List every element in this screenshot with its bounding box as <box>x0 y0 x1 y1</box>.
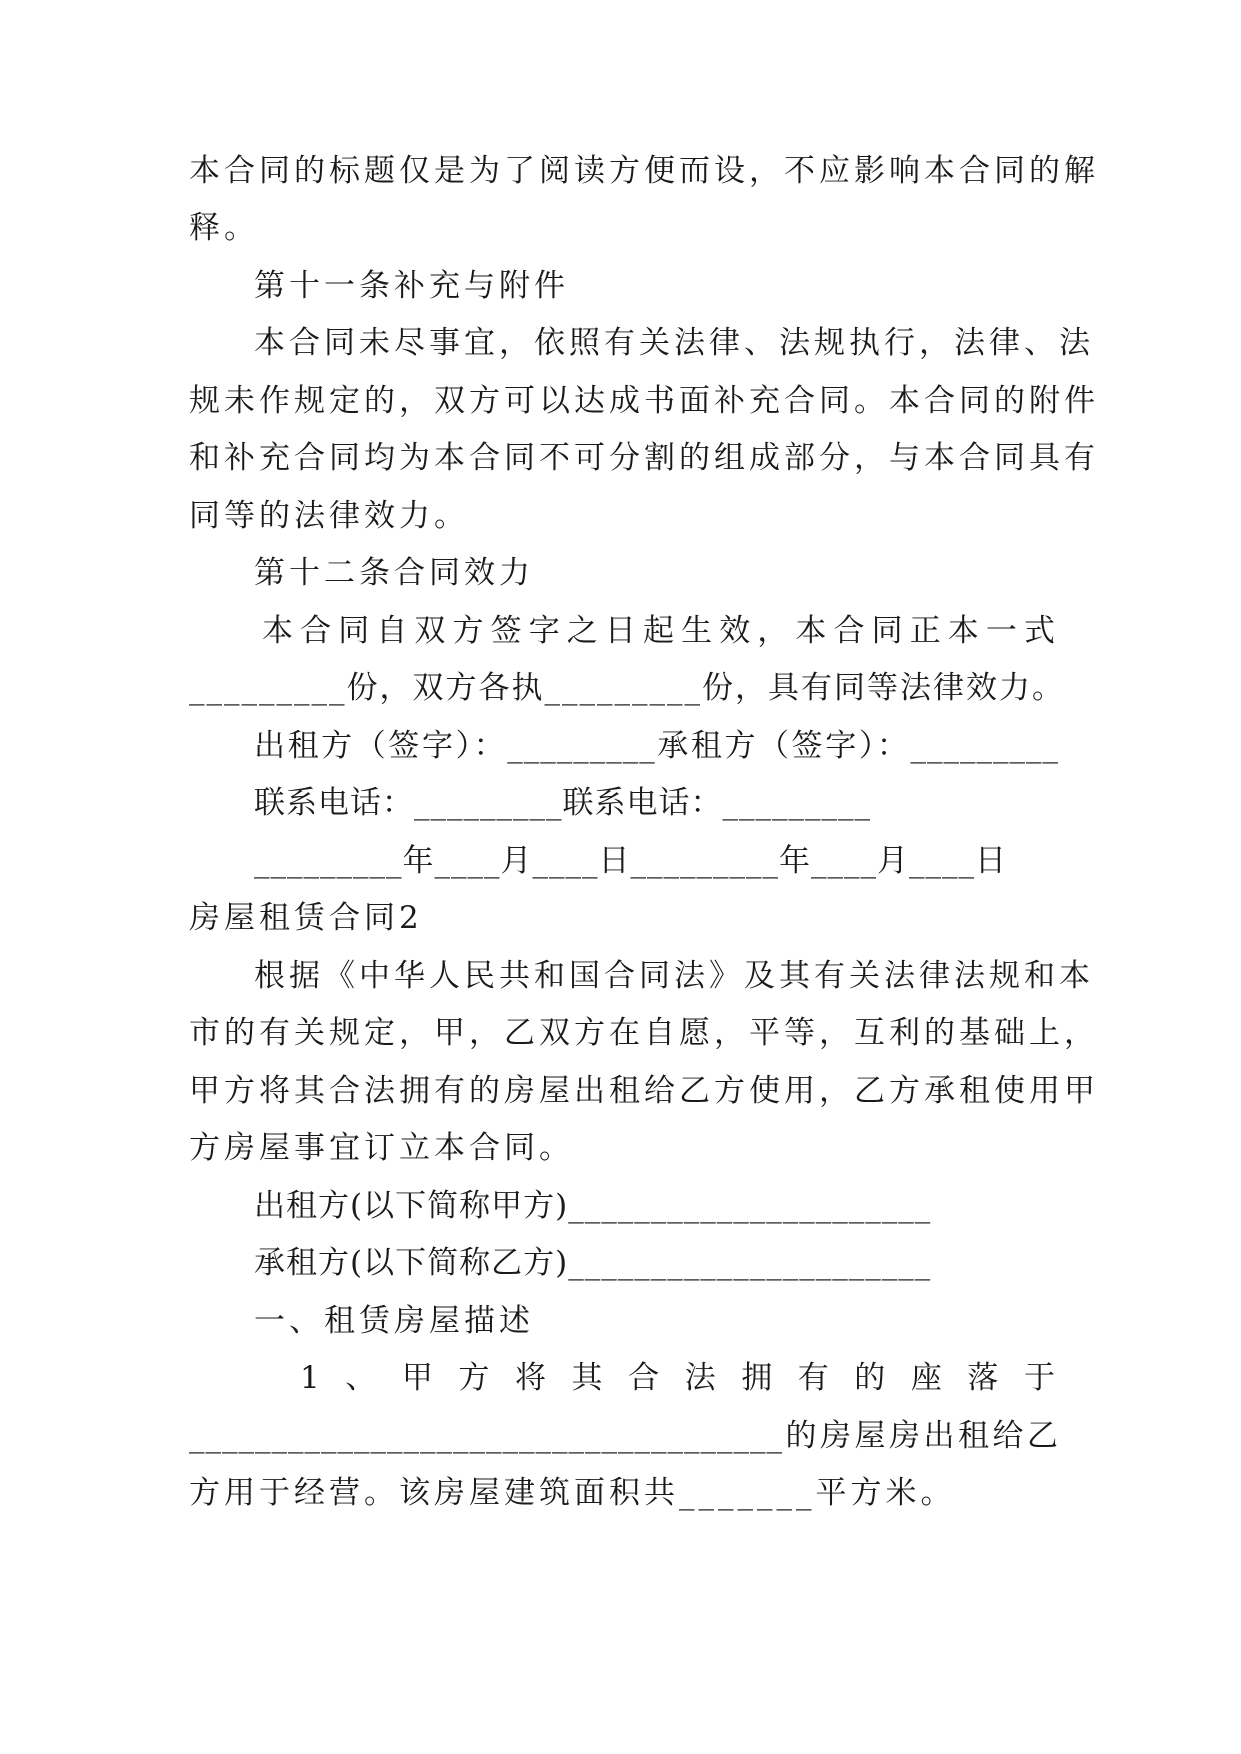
text-line: 市的有关规定，甲，乙双方在自愿，平等，互利的基础上， <box>189 1015 1099 1051</box>
contact-line: 联系电话：_________联系电话：_________ <box>254 785 871 821</box>
contract-title: 房屋租赁合同2 <box>189 900 423 936</box>
section-heading: 第十二条合同效力 <box>254 555 534 591</box>
text-line: ____________________________________的房屋房出租给乙 <box>189 1418 1059 1454</box>
lessor-line: 出租方(以下简称甲方)______________________ <box>254 1188 932 1224</box>
text-line: 方用于经营。该房屋建筑面积共_______平方米。 <box>189 1475 956 1511</box>
text-line: 本合同的标题仅是为了阅读方便而设，不应影响本合同的解 <box>189 153 1099 189</box>
text-line: 规未作规定的，双方可以达成书面补充合同。本合同的附件 <box>189 383 1099 419</box>
text-line: 本合同未尽事宜，依照有关法律、法规执行，法律、法 <box>254 325 1094 361</box>
text-line: 和补充合同均为本合同不可分割的组成部分，与本合同具有 <box>189 440 1099 476</box>
text-line: 1、甲方将其合法拥有的座落于 <box>300 1360 1059 1396</box>
signature-line: 出租方（签字）：_________承租方（签字）：_________ <box>254 728 1059 764</box>
text-line: 根据《中华人民共和国合同法》及其有关法律法规和本 <box>254 958 1094 994</box>
text-line: 方房屋事宜订立本合同。 <box>189 1130 574 1166</box>
text-line: 同等的法律效力。 <box>189 498 469 534</box>
text-line: _________份，双方各执_________份，具有同等法律效力。 <box>189 670 1065 706</box>
text-line: 释。 <box>189 210 259 246</box>
section-heading: 第十一条补充与附件 <box>254 268 569 304</box>
section-heading: 一、租赁房屋描述 <box>254 1303 534 1339</box>
text-line: 甲方将其合法拥有的房屋出租给乙方使用，乙方承租使用甲 <box>189 1073 1099 1109</box>
date-line: _________年____月____日_________年____月____日 <box>254 843 1007 879</box>
text-line: 本合同自双方签字之日起生效，本合同正本一式 <box>262 613 1059 649</box>
lessee-line: 承租方(以下简称乙方)______________________ <box>254 1245 932 1281</box>
